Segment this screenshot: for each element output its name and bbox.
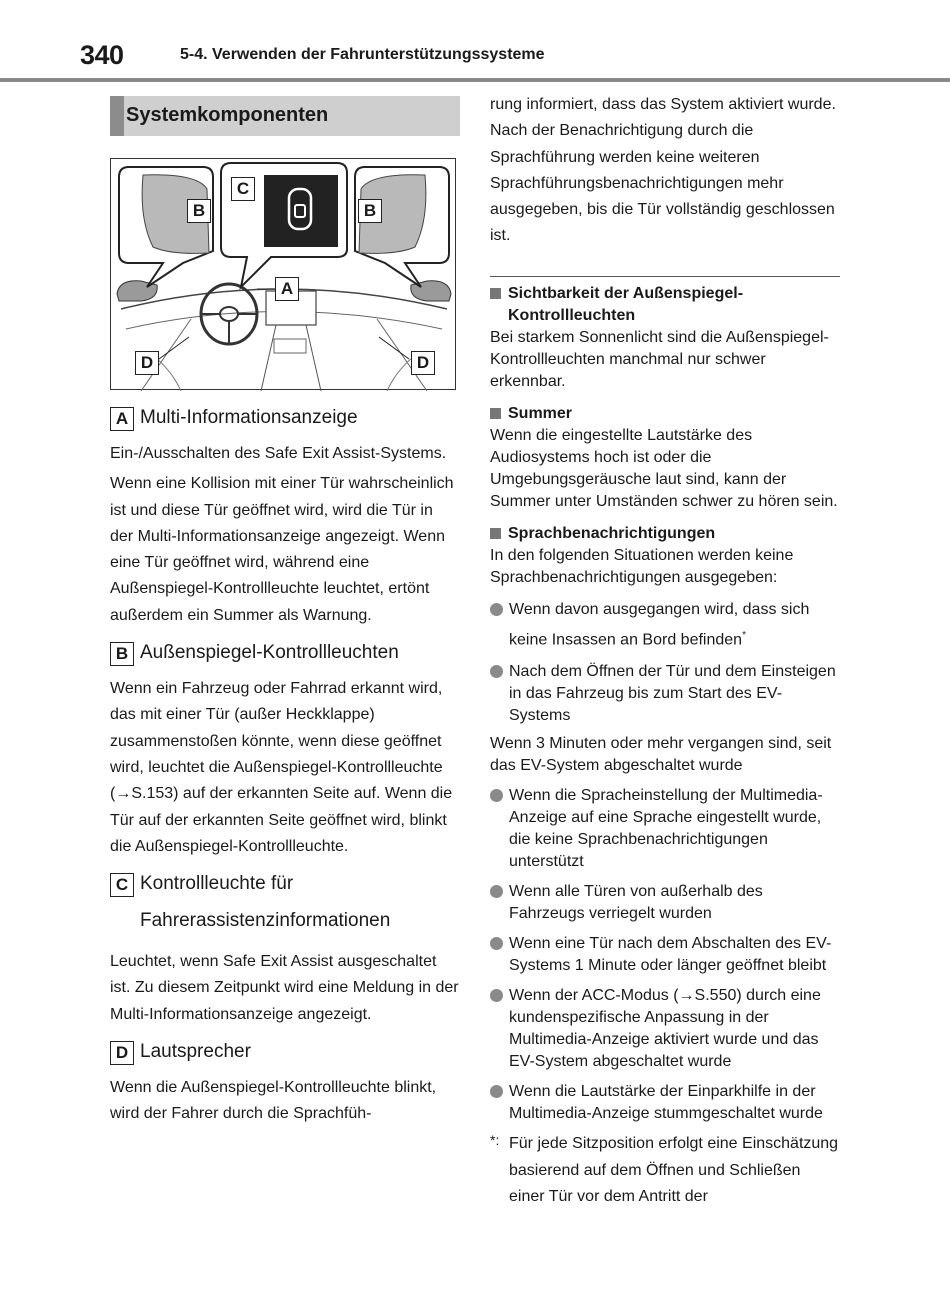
footnote-text: Für jede Sitzposition erfolgt eine Einschätzung basierend auf dem Öffnen und Schließen einer Tür vor dem Antritt der (509, 1135, 839, 1206)
header-rule (0, 78, 950, 82)
figure-label-c: C (231, 177, 255, 201)
bullet-dot-icon (490, 665, 503, 678)
item-a-title: Multi-Informationsanzeige (140, 407, 358, 428)
cockpit-illustration (111, 159, 457, 391)
voice-bullet-1 (490, 597, 840, 653)
item-d-heading (110, 1040, 460, 1065)
voice-interlude: Wenn 3 Minuten oder mehr vergangen sind, seit das EV-System abgeschaltet wurde (490, 735, 832, 775)
item-b-heading (110, 641, 460, 666)
footnote (490, 1131, 840, 1211)
section-divider (490, 276, 840, 277)
square-bullet-icon (490, 408, 501, 419)
voice-bullet-7 (490, 1081, 840, 1125)
figure-label-a: A (275, 277, 299, 301)
voice-bullet-2-text: Nach dem Öffnen der Tür und dem Einsteigen in das Fahrzeug bis zum Start des EV-Systems (509, 663, 836, 725)
left-column (110, 96, 460, 1132)
item-b-letter: B (110, 642, 134, 666)
voice-heading (490, 523, 840, 545)
voice-bullet-5 (490, 933, 840, 977)
system-components-figure (110, 158, 456, 390)
bullet-dot-icon (490, 937, 503, 950)
bullet-dot-icon (490, 1085, 503, 1098)
buzzer-text: Wenn die eingestellte Lautstärke des Audiosystems hoch ist oder die Umgebungsgeräusche laut sind, kann der Summer unter Umständen schwer zu hören sein. (490, 426, 838, 510)
bullet-dot-icon (490, 989, 503, 1002)
item-c-text-1: Leuchtet, wenn Safe Exit Assist ausgeschaltet ist. Zu diesem Zeitpunkt wird eine Meldung in der Multi-Informationsanzeige angezeigt. (110, 953, 459, 1023)
voice-bullet-2 (490, 661, 840, 727)
visibility-heading (490, 283, 840, 327)
voice-text: In den folgenden Situationen werden keine Sprachbenachrichtigungen ausgegeben: (490, 546, 794, 586)
item-a-text-1: Ein-/Ausschalten des Safe Exit Assist-Systems. (110, 445, 447, 462)
voice-bullet-5-text: Wenn eine Tür nach dem Abschalten des EV-Systems 1 Minute oder länger geöffnet bleibt (509, 935, 832, 975)
item-d-title: Lautsprecher (140, 1041, 251, 1063)
bullet-dot-icon (490, 603, 503, 616)
visibility-title: Sichtbarkeit der Außenspiegel-Kontrollleuchten (508, 284, 744, 324)
bullet-dot-icon (490, 789, 503, 802)
voice-bullet-1-body: Wenn davon ausgegangen wird, dass sich keine Insassen an Bord befinden (509, 600, 810, 649)
item-b-title: Außenspiegel-Kontrollleuchten (140, 642, 399, 664)
buzzer-heading (490, 403, 840, 425)
figure-label-b-left: B (187, 199, 211, 223)
figure-label-d-right: D (411, 351, 435, 375)
voice-bullet-6 (490, 985, 840, 1073)
figure-label-d-left: D (135, 351, 159, 375)
continuation-text: rung informiert, dass das System aktiviert wurde. Nach der Benachrichtigung durch die Sprachführung werden keine weiteren Sprachführungsbenachrichtigungen mehr ausgegeben, bis die Tür vollständig geschlossen ist. (490, 96, 836, 245)
page-header (0, 0, 950, 84)
voice-bullet-6-text: Wenn der ACC-Modus (→S.550) durch eine kundenspezifische Anpassung in der Multimedia-Anzeige aktiviert wurde und das EV-System abgeschaltet wurde (509, 987, 821, 1071)
item-d-text-1: Wenn die Außenspiegel-Kontrollleuchte blinkt, wird der Fahrer durch die Sprachfüh- (110, 1079, 437, 1123)
visibility-text: Bei starkem Sonnenlicht sind die Außenspiegel-Kontrollleuchten manchmal nur schwer erkennbar. (490, 328, 829, 390)
item-c-letter: C (110, 873, 134, 897)
section-title: Systemkomponenten (110, 96, 460, 136)
voice-title: Sprachbenachrichtigungen (508, 524, 716, 542)
voice-bullet-3 (490, 785, 840, 873)
voice-bullet-4-text: Wenn alle Türen von außerhalb des Fahrzeugs verriegelt wurden (509, 883, 763, 923)
figure-label-b-right: B (358, 199, 382, 223)
item-c-title: Kontrollleuchte für Fahrerassistenzinformationen (140, 873, 391, 932)
voice-bullet-1-text (509, 597, 840, 653)
item-a-letter: A (110, 407, 134, 431)
item-b-text-1: Wenn ein Fahrzeug oder Fahrrad erkannt wird, das mit einer Tür (außer Heckklappe) zusammenstoßen könnte, wenn diese geöffnet wird, leuchtet die Außenspiegel-Kontrollleuchte (→S.153) auf der erkannten Seite auf. Wenn die Tür auf der erkannten Seite geöffnet wird, blinkt die Außenspiegel-Kontrollleuchte. (110, 680, 453, 855)
footnote-marker: * (742, 629, 746, 641)
square-bullet-icon (490, 528, 501, 539)
footnote-mark: *: (490, 1132, 500, 1149)
chapter-title: 5-4. Verwenden der Fahrunterstützungssysteme (180, 46, 545, 63)
voice-bullet-4 (490, 881, 840, 925)
item-a-heading (110, 406, 460, 431)
square-bullet-icon (490, 288, 501, 299)
voice-bullet-3-text: Wenn die Spracheinstellung der Multimedia-Anzeige auf eine Sprache eingestellt wurde, die keine Sprachbenachrichtigungen unterstützt (509, 787, 823, 871)
right-column (490, 92, 840, 1211)
buzzer-title: Summer (508, 404, 573, 422)
bullet-dot-icon (490, 885, 503, 898)
item-a-text-2: Wenn eine Kollision mit einer Tür wahrscheinlich ist und diese Tür geöffnet wird, wird die Tür in der Multi-Informationsanzeige angezeigt. Wenn eine Tür geöffnet wird, während eine Außenspiegel-Kontrollleuchte leuchtet, ertönt außerdem ein Summer als Warnung. (110, 475, 454, 624)
page-number: 340 (80, 40, 124, 70)
item-c-heading (110, 872, 460, 939)
item-d-letter: D (110, 1041, 134, 1065)
voice-bullet-7-text: Wenn die Lautstärke der Einparkhilfe in der Multimedia-Anzeige stummgeschaltet wurde (509, 1083, 823, 1123)
